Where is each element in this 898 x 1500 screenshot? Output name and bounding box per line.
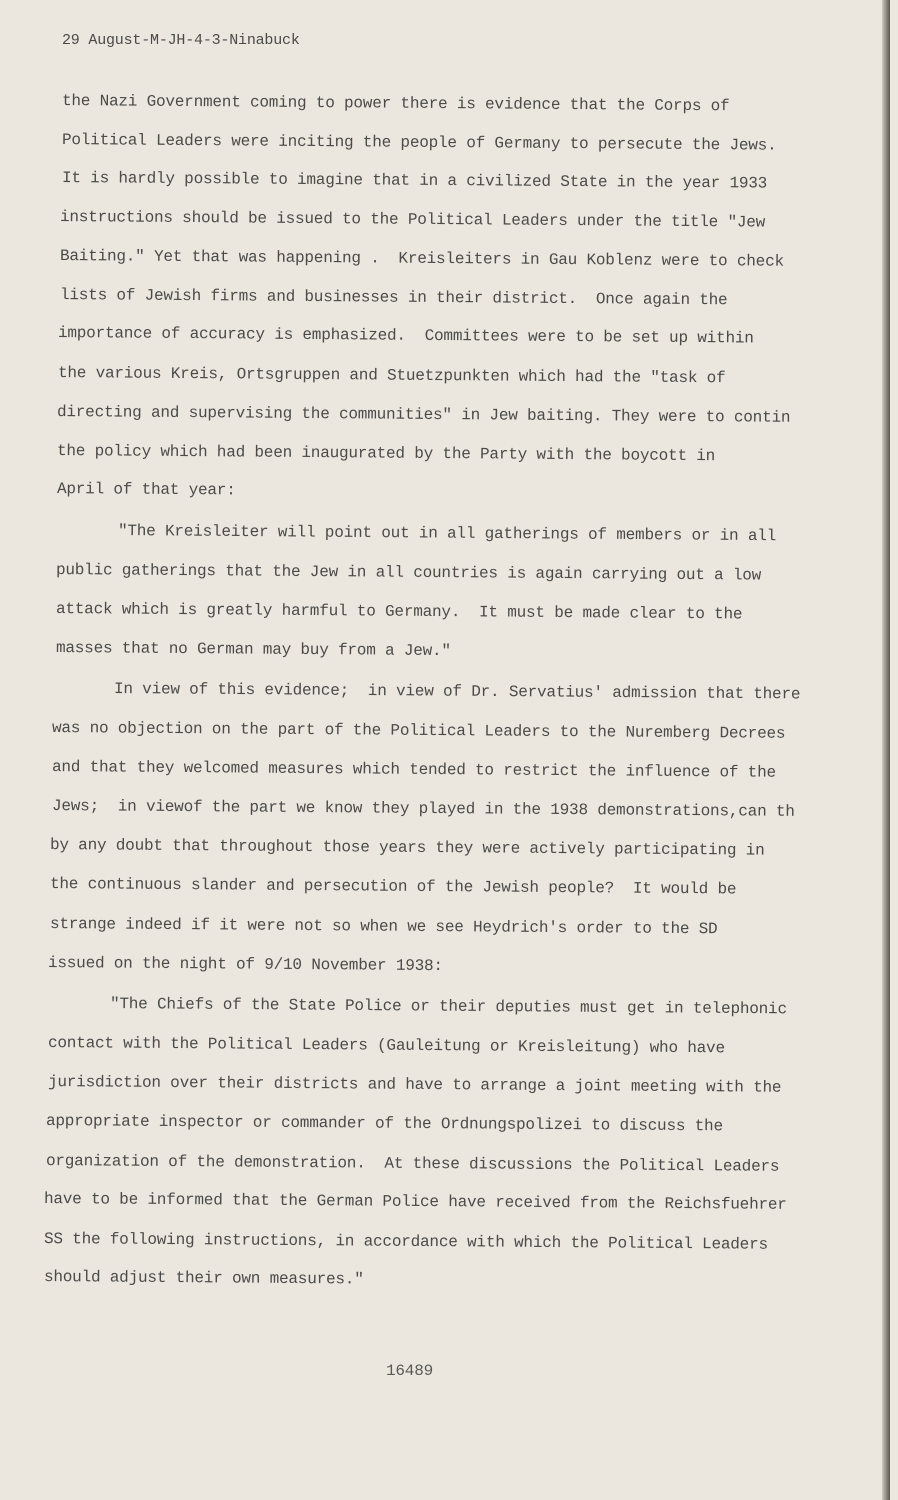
text-line: Jews; in viewof the part we know they played in the 1938 demonstrations,can th [51,797,795,821]
text-line: masses that no German may buy from a Jew." [55,639,451,661]
text-line: by any doubt that throughout those years they were actively participating in [49,836,765,860]
text-line: In view of this evidence; in view of Dr. Servatius' admission that there [113,680,801,704]
text-line: SS the following instructions, in accordance with which the Political Leaders [43,1230,768,1254]
text-line: Political Leaders were inciting the people of Germany to persecute the Jews. [61,131,777,155]
text-line: April of that year: [56,480,236,500]
text-line: appropriate inspector or commander of the Ordnungspolizei to discuss the [45,1112,723,1136]
text-line: organization of the demonstration. At these discussions the Political Leaders [45,1152,780,1176]
text-line: Baiting." Yet that was happening . Kreisleiters in Gau Koblenz were to check [59,247,784,271]
page-number: 16489 [386,1362,434,1380]
text-line: importance of accuracy is emphasized. Committees were to be set up within [57,324,754,348]
text-line: lists of Jewish firms and businesses in their district. Once again the [59,286,728,310]
text-line: the continuous slander and persecution of the Jewish people? It would be [49,875,737,899]
text-line: issued on the night of 9/10 November 1938: [47,954,443,976]
text-line: jurisdiction over their districts and have to arrange a joint meeting with the [47,1073,782,1097]
text-line: the Nazi Government coming to power there is evidence that the Corps of [61,92,730,116]
text-line: contact with the Political Leaders (Gauleitung or Kreisleitung) who have [47,1034,725,1058]
text-line: directing and supervising the communities" in Jew baiting. They were to contin [56,403,791,427]
page-edge [882,0,890,1500]
text-line: It is hardly possible to imagine that in a civilized State in the year 1933 [61,169,768,193]
text-line: "The Chiefs of the State Police or their deputies must get in telephonic [109,995,787,1019]
text-line: was no objection on the part of the Political Leaders to the Nuremberg Decrees [51,719,786,743]
text-line: public gatherings that the Jew in all countries is again carrying out a low [55,561,762,585]
text-line: have to be informed that the German Police have received from the Reichsfuehrer [43,1190,787,1214]
text-line: should adjust their own measures." [43,1268,364,1289]
text-line: instructions should be issued to the Political Leaders under the title "Jew [59,208,766,232]
text-line: the policy which had been inaugurated by the Party with the boycott in [56,442,716,466]
document-header: 29 August-M-JH-4-3-Ninabuck [62,32,300,49]
text-line: "The Kreisleiter will point out in all gatherings of members or in all [117,522,777,546]
text-line: strange indeed if it were not so when we see Heydrich's order to the SD [49,915,718,939]
text-line: and that they welcomed measures which tended to restrict the influence of the [51,758,776,782]
text-line: attack which is greatly harmful to Germany. It must be made clear to the [55,600,743,624]
text-line: the various Kreis, Ortsgruppen and Stuetzpunkten which had the "task of [57,364,726,388]
